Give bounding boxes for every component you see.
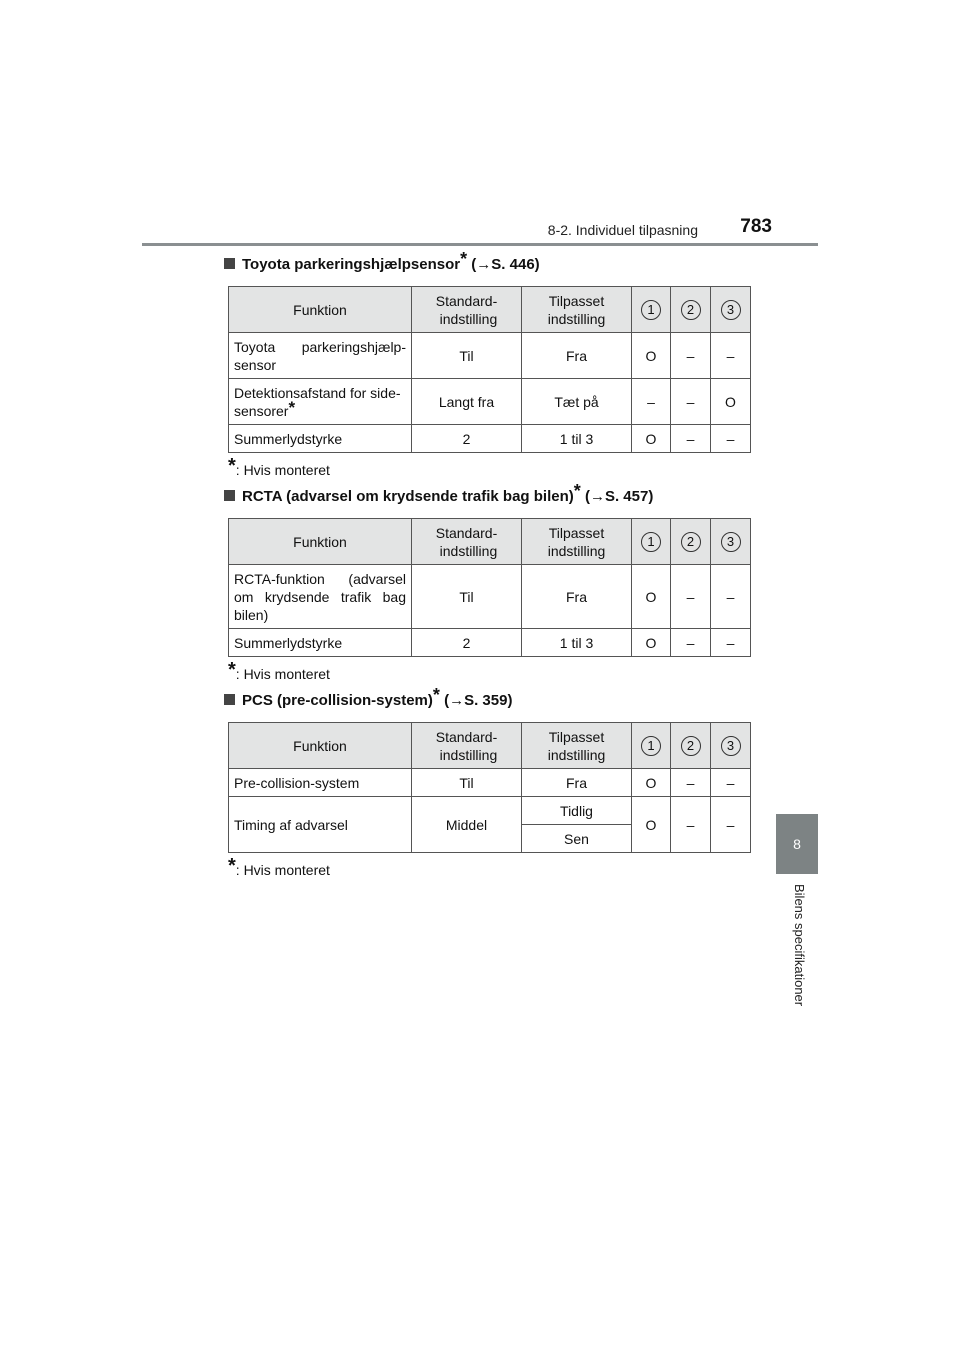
circle-1-icon: 1 xyxy=(641,532,661,552)
col-default: Standard- indstilling xyxy=(412,723,522,769)
cell-function: Detektionsafstand for side-sensorer* xyxy=(229,379,412,425)
cell-custom: Fra xyxy=(522,769,632,797)
col-function: Funktion xyxy=(229,287,412,333)
chapter-number: 8 xyxy=(793,836,801,852)
table-header-row xyxy=(229,287,751,333)
table-row xyxy=(229,379,751,425)
cell-default: Til xyxy=(412,565,522,629)
cell-default: Middel xyxy=(412,797,522,853)
circle-2-icon: 2 xyxy=(681,532,701,552)
square-bullet-icon xyxy=(224,490,235,501)
footnote: *: Hvis monteret xyxy=(228,455,330,478)
cell-c2: – xyxy=(671,565,711,629)
cell-custom-option: Tidlig xyxy=(522,797,632,825)
cell-custom: Fra xyxy=(522,333,632,379)
cell-c1: O xyxy=(632,769,671,797)
chapter-title: Bilens specifikationer xyxy=(792,884,807,1007)
col-function: Funktion xyxy=(229,723,412,769)
settings-table-parking-sensor xyxy=(228,286,751,453)
page-number: 783 xyxy=(740,216,772,237)
cell-custom: 1 til 3 xyxy=(522,629,632,657)
table-row xyxy=(229,769,751,797)
cell-c1: O xyxy=(632,565,671,629)
circle-2-icon: 2 xyxy=(681,300,701,320)
cell-custom: Tæt på xyxy=(522,379,632,425)
col-custom: Tilpasset indstilling xyxy=(522,519,632,565)
cell-function: Toyota parkeringshjælp-sensor xyxy=(229,333,412,379)
circle-3-icon: 3 xyxy=(721,300,741,320)
cell-c1: O xyxy=(632,797,671,853)
col-1 xyxy=(632,287,671,333)
cell-custom-option: Sen xyxy=(522,825,632,853)
col-3 xyxy=(711,519,751,565)
circle-1-icon: 1 xyxy=(641,300,661,320)
cell-c2: – xyxy=(671,629,711,657)
cell-c1: O xyxy=(632,333,671,379)
table-row xyxy=(229,333,751,379)
page-reference[interactable]: S. 446 xyxy=(491,256,535,273)
cell-default: Til xyxy=(412,769,522,797)
col-1 xyxy=(632,519,671,565)
cell-default: Til xyxy=(412,333,522,379)
cell-custom: Fra xyxy=(522,565,632,629)
cell-function: Summerlydstyrke xyxy=(229,425,412,453)
arrow-right-icon: → xyxy=(589,488,605,505)
cell-c1: – xyxy=(632,379,671,425)
circle-3-icon: 3 xyxy=(721,532,741,552)
table-row xyxy=(229,797,751,825)
table-row xyxy=(229,629,751,657)
table-header-row xyxy=(229,723,751,769)
square-bullet-icon xyxy=(224,694,235,705)
circle-2-icon: 2 xyxy=(681,736,701,756)
cell-c2: – xyxy=(671,425,711,453)
table-row xyxy=(229,565,751,629)
header-rule xyxy=(142,243,818,246)
col-2 xyxy=(671,519,711,565)
arrow-right-icon: → xyxy=(449,692,465,709)
cell-c2: – xyxy=(671,333,711,379)
cell-function: Summerlydstyrke xyxy=(229,629,412,657)
cell-c3: – xyxy=(711,425,751,453)
square-bullet-icon xyxy=(224,258,235,269)
page-header xyxy=(142,214,818,246)
cell-default: 2 xyxy=(412,425,522,453)
cell-function: Pre-collision-system xyxy=(229,769,412,797)
cell-c2: – xyxy=(671,797,711,853)
col-2 xyxy=(671,723,711,769)
col-custom: Tilpasset indstilling xyxy=(522,723,632,769)
cell-c2: – xyxy=(671,379,711,425)
table-row xyxy=(229,425,751,453)
cell-c3: – xyxy=(711,769,751,797)
col-default: Standard- indstilling xyxy=(412,519,522,565)
col-3 xyxy=(711,287,751,333)
cell-c3: – xyxy=(711,629,751,657)
settings-table-pcs xyxy=(228,722,751,853)
col-2 xyxy=(671,287,711,333)
chapter-tab xyxy=(776,814,818,874)
section-title: 8-2. Individuel tilpasning xyxy=(547,222,698,238)
settings-table-rcta xyxy=(228,518,751,657)
cell-c3: – xyxy=(711,565,751,629)
circle-1-icon: 1 xyxy=(641,736,661,756)
cell-c3: – xyxy=(711,797,751,853)
col-custom: Tilpasset indstilling xyxy=(522,287,632,333)
col-1 xyxy=(632,723,671,769)
cell-c3: O xyxy=(711,379,751,425)
col-function: Funktion xyxy=(229,519,412,565)
footnote: *: Hvis monteret xyxy=(228,659,330,682)
cell-c3: – xyxy=(711,333,751,379)
cell-default: 2 xyxy=(412,629,522,657)
page-reference[interactable]: S. 457 xyxy=(604,488,649,505)
section-heading-pcs: PCS (pre-collision-system)* (→S. 359) xyxy=(224,692,512,709)
cell-function: Timing af advarsel xyxy=(229,797,412,853)
page-reference[interactable]: S. 359 xyxy=(464,692,508,709)
cell-function: RCTA-funktion (advarsel om krydsende trafik bag bilen) xyxy=(229,565,412,629)
cell-c1: O xyxy=(632,425,671,453)
col-3 xyxy=(711,723,751,769)
col-default: Standard- indstilling xyxy=(412,287,522,333)
cell-default: Langt fra xyxy=(412,379,522,425)
arrow-right-icon: → xyxy=(476,256,492,273)
cell-c1: O xyxy=(632,629,671,657)
circle-3-icon: 3 xyxy=(721,736,741,756)
section-heading-parking-sensor: Toyota parkeringshjælpsensor* (→S. 446) xyxy=(224,256,540,273)
section-heading-rcta: RCTA (advarsel om krydsende trafik bag bilen)* (→S. 457) xyxy=(224,488,653,505)
cell-custom: 1 til 3 xyxy=(522,425,632,453)
cell-c2: – xyxy=(671,769,711,797)
table-header-row xyxy=(229,519,751,565)
footnote: *: Hvis monteret xyxy=(228,855,330,878)
